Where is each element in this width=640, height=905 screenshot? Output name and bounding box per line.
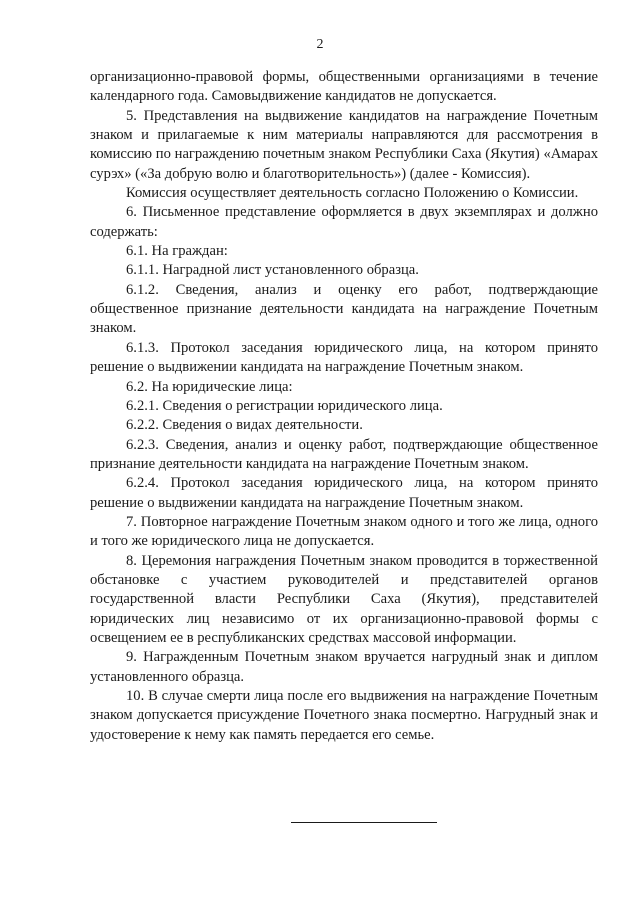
closing-separator-line (291, 822, 437, 823)
paragraph-item-6-1-2: 6.1.2. Сведения, анализ и оценку его работ, подтверждающие общественное признание деятельности кандидата на награждение Почетным знаком. (90, 281, 598, 337)
paragraph-item-9: 9. Награжденным Почетным знаком вручается нагрудный знак и диплом установленного образца. (90, 649, 598, 685)
paragraph-item-6-1-3: 6.1.3. Протокол заседания юридического лица, на котором принято решение о выдвижении кандидата на награждение Почетным знаком. (90, 339, 598, 376)
paragraph-commission: Комиссия осуществляет деятельность согласно Положению о Комиссии. (126, 185, 579, 202)
paragraph-item-6-2-1: 6.2.1. Сведения о регистрации юридического лица. (126, 397, 443, 414)
paragraph-item-6-1-1: 6.1.1. Наградной лист установленного образца. (126, 262, 419, 279)
paragraph-item-10: 10. В случае смерти лица после его выдвижения на награждение Почетным знаком допускается присуждение Почетного знака посмертно. Нагрудный знак и удостоверение к нему как память передается его семье. (90, 688, 598, 743)
paragraph-item-7: 7. Повторное награждение Почетным знаком одного и того же лица, одного и того же юридического лица не допускается. (90, 513, 598, 550)
paragraph-continuation: организационно-правовой формы, общественными организациями в течение календарного года. Самовыдвижение кандидатов не допускается. (90, 69, 598, 105)
paragraph-item-6-1: 6.1. На граждан: (126, 243, 228, 260)
paragraph-item-6: 6. Письменное представление оформляется в двух экземплярах и должно содержать: (90, 204, 598, 240)
paragraph-item-6-2: 6.2. На юридические лица: (126, 378, 293, 395)
document-body (90, 68, 598, 745)
paragraph-item-6-2-3: 6.2.3. Сведения, анализ и оценку работ, подтверждающие общественное признание деятельности кандидата на награждение Почетным знаком. (90, 436, 598, 472)
paragraph-item-8: 8. Церемония награждения Почетным знаком проводится в торжественной обстановке с участием руководителей и представителей органов государственной власти Республики Саха (Якутия), представителей юридических лиц независимо от их организационно-правовой формы с освещением ее в республиканских средствах массовой информации. (90, 552, 598, 646)
paragraph-item-5: 5. Представления на выдвижение кандидатов на награждение Почетным знаком и прилагаемые к ним материалы направляются для рассмотрения в комиссию по награждению почетным знаком Республики Саха (Якутия) «Амарах сурэх» («За добрую волю и благотворительность») (далее - Комиссия). (90, 107, 598, 182)
paragraph-item-6-2-2: 6.2.2. Сведения о видах деятельности. (126, 417, 363, 434)
paragraph-item-6-2-4: 6.2.4. Протокол заседания юридического лица, на котором принято решение о выдвижении кандидата на награждение Почетным знаком. (90, 475, 598, 511)
page-number: 2 (316, 37, 324, 52)
